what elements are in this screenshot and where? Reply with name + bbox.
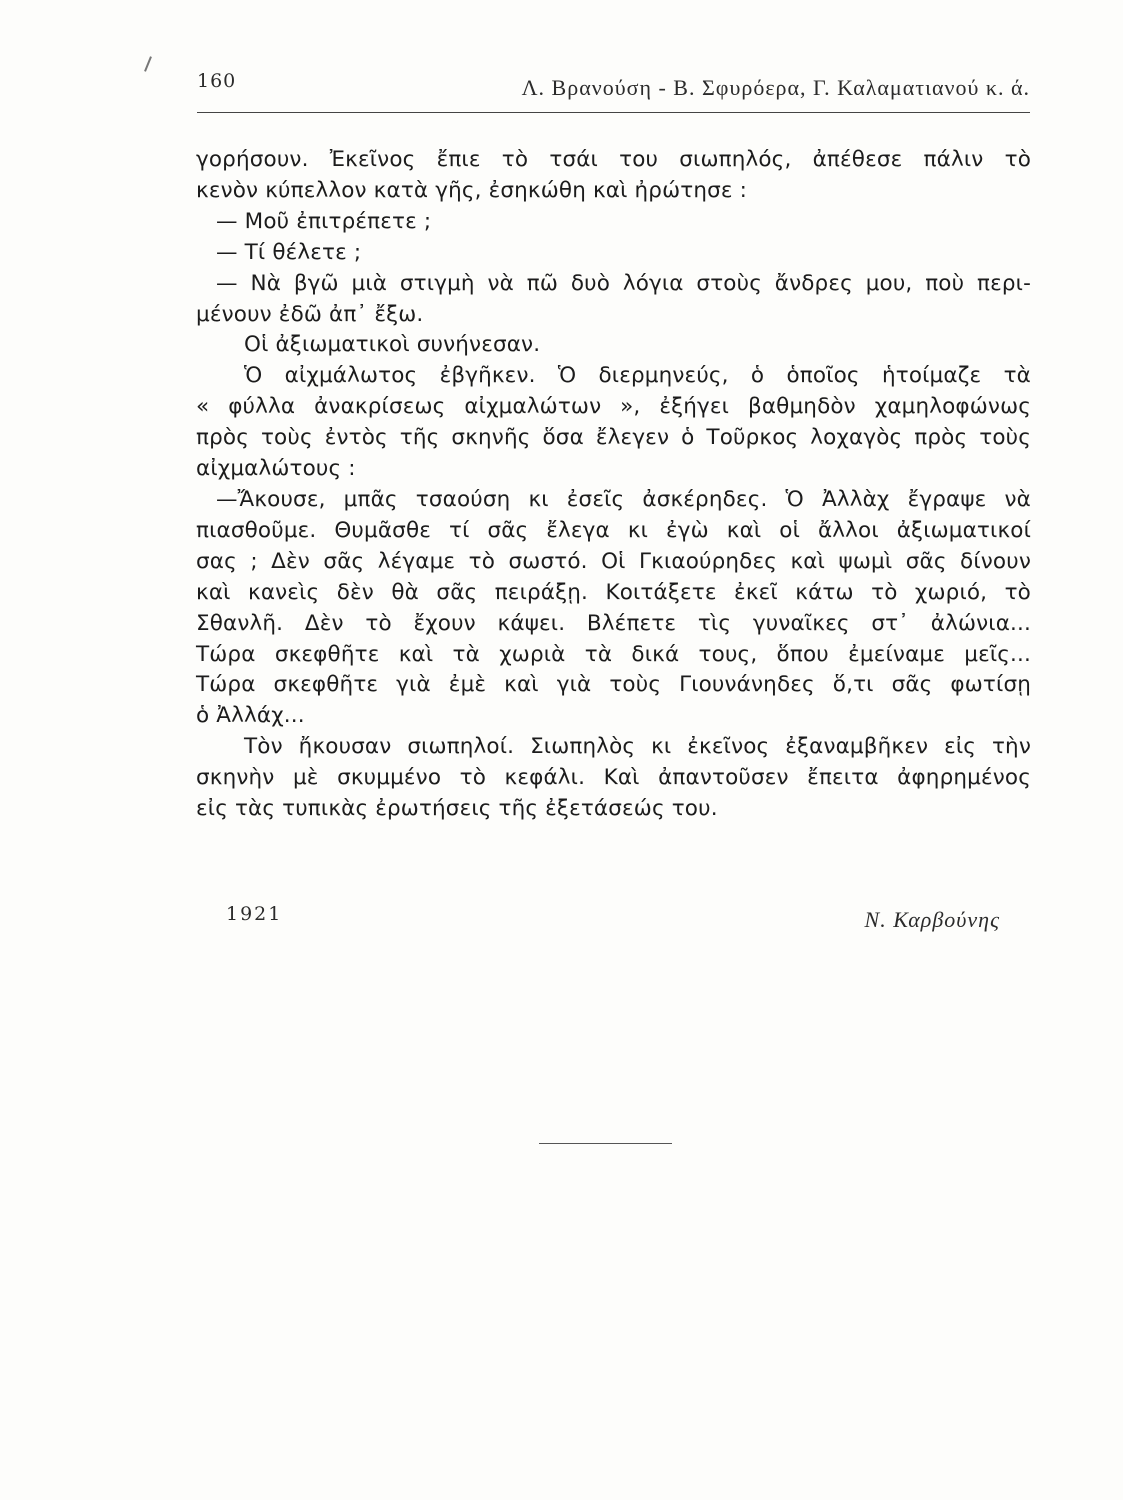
text-line: Τώρα σκεφθῆτε γιὰ ἐμὲ καὶ γιὰ τοὺς Γιουνάνηδες ὅ,τι σᾶς φωτίσῃ	[196, 672, 1031, 698]
text-line: καὶ κανεὶς δὲν θὰ σᾶς πειράξῃ. Κοιτάξετε ἐκεῖ κάτω τὸ χωριό, τὸ	[196, 579, 1031, 605]
footer-year: 1921	[226, 903, 283, 925]
text-line: αἰχμαλώτους :	[196, 456, 356, 482]
text-line: μένουν ἐδῶ ἀπ᾽ ἔξω.	[196, 301, 424, 327]
body-text	[196, 145, 1041, 825]
dialogue-line: — Μοῦ ἐπιτρέπετε ;	[216, 208, 432, 234]
header-rule	[197, 112, 1030, 113]
page-number: 160	[197, 70, 237, 92]
text-line: εἰς τὰς τυπικὰς ἐρωτήσεις τῆς ἐξετάσεώς του.	[196, 796, 718, 822]
text-line: κενὸν κύπελλον κατὰ γῆς, ἐσηκώθη καὶ ἠρώτησε :	[196, 177, 748, 203]
text-line: « φύλλα ἀνακρίσεως αἰχμαλώτων », ἐξήγει βαθμηδὸν χαμηλοφώνως	[196, 394, 1031, 420]
paragraph-start: Οἱ ἀξιωματικοὶ συνήνεσαν.	[244, 332, 541, 358]
text-line: Τώρα σκεφθῆτε καὶ τὰ χωριὰ τὰ δικά τους, ὅπου ἐμείναμε μεῖς...	[196, 641, 1031, 667]
text-line: πρὸς τοὺς ἐντὸς τῆς σκηνῆς ὅσα ἔλεγεν ὁ Τοῦρκος λοχαγὸς πρὸς τοὺς	[196, 425, 1031, 451]
text-line: σας ; Δὲν σᾶς λέγαμε τὸ σωστό. Οἱ Γκιαούρηδες καὶ ψωμὶ σᾶς δίνουν	[196, 548, 1031, 574]
paragraph-start: Τὸν ἤκουσαν σιωπηλοί. Σιωπηλὸς κι ἐκεῖνος ἐξαναμβῆκεν εἰς τὴν	[244, 734, 1031, 760]
scan-mark	[144, 56, 152, 72]
dialogue-line: — Νὰ βγῶ μιὰ στιγμὴ νὰ πῶ δυὸ λόγια στοὺς ἄνδρες μου, ποὺ περι-	[216, 270, 1031, 296]
author-signature: Ν. Καρβούνης	[864, 907, 1000, 932]
dialogue-line: — Τί θέλετε ;	[216, 239, 362, 265]
text-line: πιασθοῦμε. Θυμᾶσθε τί σᾶς ἔλεγα κι ἐγὼ καὶ οἱ ἄλλοι ἀξιωματικοί	[196, 517, 1031, 543]
running-head: Λ. Βρανούση - Β. Σφυρόερα, Γ. Καλαματιανού κ. ά.	[521, 75, 1030, 100]
paragraph-start: Ὁ αἰχμάλωτος ἐβγῆκεν. Ὁ διερμηνεύς, ὁ ὁποῖος ἡτοίμαζε τὰ	[244, 363, 1031, 389]
end-rule	[539, 1143, 672, 1144]
text-line: Σθανλῆ. Δὲν τὸ ἔχουν κάψει. Βλέπετε τὶς γυναῖκες στ᾽ ἀλώνια...	[196, 610, 1031, 636]
text-line: γορήσουν. Ἐκεῖνος ἔπιε τὸ τσάι του σιωπηλός, ἀπέθεσε πάλιν τὸ	[196, 147, 1031, 172]
text-line: ὁ Ἀλλάχ...	[196, 703, 305, 729]
dialogue-line: —Ἄκουσε, μπᾶς τσαούση κι ἐσεῖς ἀσκέρηδες. Ὁ Ἀλλὰχ ἔγραψε νὰ	[216, 486, 1031, 512]
text-line: σκηνὴν μὲ σκυμμένο τὸ κεφάλι. Καὶ ἀπαντοῦσεν ἔπειτα ἀφηρημένος	[196, 765, 1031, 791]
